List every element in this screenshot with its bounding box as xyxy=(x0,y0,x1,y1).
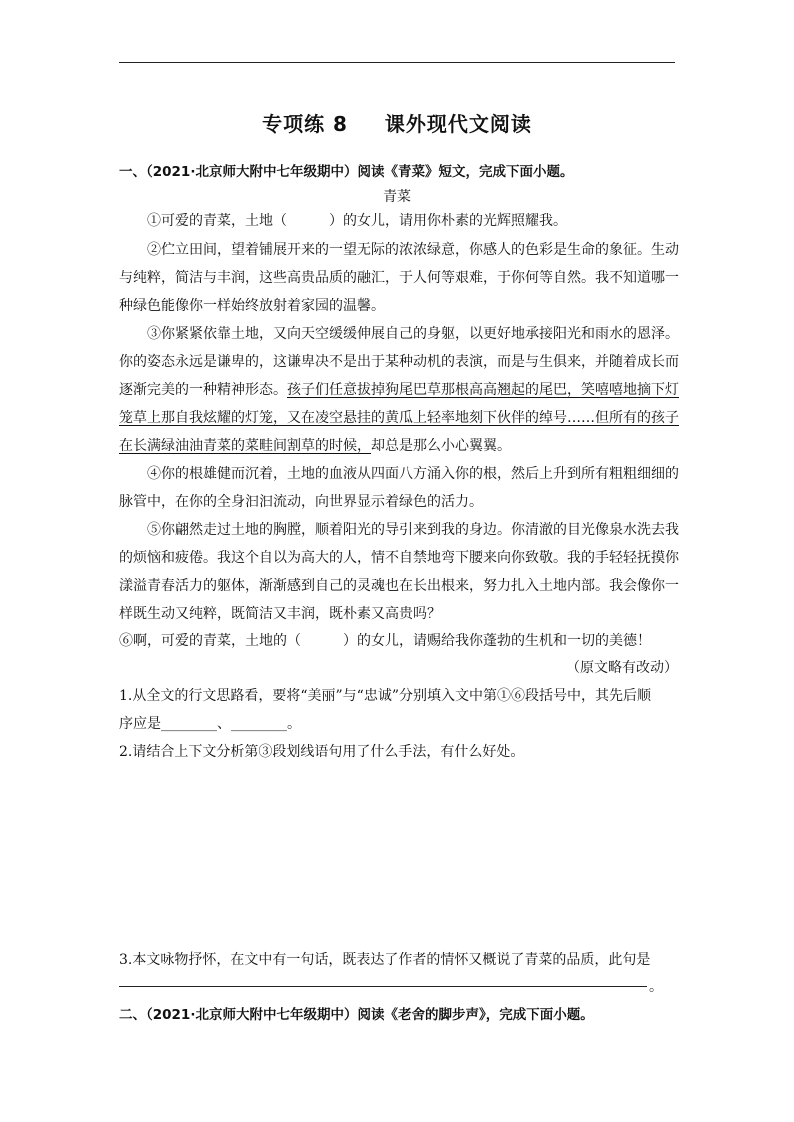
paragraph-3-line: ③你紧紧依靠土地，又向天空缓缓伸展自己的身躯，以更好地承接阳光和雨水的恩泽。 xyxy=(147,326,679,342)
paragraph-5-line: 漾溢青春活力的躯体，渐渐感到自己的灵魂也在长出根来，努力扎入土地内部。我会像你一 xyxy=(119,578,679,594)
passage-title: 青菜 xyxy=(383,189,411,205)
paragraph-4-line: 脉管中，在你的全身汩汩流动，向世界显示着绿色的活力。 xyxy=(119,494,483,510)
paragraph-3-line xyxy=(119,381,679,399)
page-title: 专项练 8 课外现代文阅读 xyxy=(262,112,532,136)
question-1-answer-blanks: 序应是________、________。 xyxy=(119,716,301,732)
header-rule xyxy=(119,62,675,63)
source-note: （原文略有改动） xyxy=(566,660,678,676)
paragraph-5-line: 样既生动又纯粹，既简洁又丰润，既朴素又高贵吗？ xyxy=(119,606,441,622)
paragraph-2-line: ②伫立田间，望着铺展开来的一望无际的浓浓绿意，你感人的色彩是生命的象征。生动 xyxy=(147,242,679,258)
paragraph-3-line xyxy=(119,437,511,455)
paragraph-6: ⑥啊，可爱的青菜，土地的（ ）的女儿，请赐给我你蓬勃的生机和一切的美德！ xyxy=(119,633,651,649)
section-2-heading: 二、（2021·北京师大附中七年级期中）阅读《老舍的脚步声》，完成下面小题。 xyxy=(119,1007,594,1023)
underlined-sentence: 在长满绿油油青菜的菜畦间割草的时候， xyxy=(119,438,371,454)
paragraph-3-line: 你的姿态永远是谦卑的，这谦卑决不是出于某种动机的表演，而是与生俱来，并随着成长而 xyxy=(119,354,679,370)
paragraph-5-line: ⑤你翩然走过土地的胸膛，顺着阳光的导引来到我的身边。你清澈的目光像泉水洗去我 xyxy=(147,522,679,538)
paragraph-5-line: 的烦恼和疲倦。我这个自以为高大的人，情不自禁地弯下腰来向你致敬。我的手轻轻抚摸你 xyxy=(119,550,679,566)
underlined-sentence: 孩子们任意拔掉狗尾巴草那根高高翘起的尾巴，笑嘻嘻地摘下灯 xyxy=(287,382,679,398)
paragraph-4-line: ④你的根雄健而沉着，土地的血液从四面八方涌入你的根，然后上升到所有粗粗细细的 xyxy=(147,466,679,482)
underlined-sentence: 笼草上那自我炫耀的灯笼，又在凌空悬挂的黄瓜上轻率地刻下伙伴的绰号……但所有的孩子 xyxy=(119,410,679,426)
section-1-heading: 一、（2021·北京师大附中七年级期中）阅读《青菜》短文，完成下面小题。 xyxy=(119,164,574,180)
question-3: 3.本文咏物抒怀，在文中有一句话，既表达了作者的情怀又概说了青菜的品质，此句是 xyxy=(119,952,651,968)
plain-text: 逐渐完美的一种精神形态。 xyxy=(119,382,287,398)
question-2: 2.请结合上下文分析第③段划线语句用了什么手法，有什么好处。 xyxy=(119,744,525,760)
answer-line xyxy=(119,986,647,987)
paragraph-1: ①可爱的青菜，土地（ ）的女儿，请用你朴素的光辉照耀我。 xyxy=(147,213,567,229)
paragraph-2-line: 与纯粹，简洁与丰润，这些高贵品质的融汇，于人何等艰难，于你何等自然。我不知道哪一 xyxy=(119,270,679,286)
answer-line-end: 。 xyxy=(649,979,663,995)
plain-text: 却总是那么小心翼翼。 xyxy=(371,438,511,454)
paragraph-2-line: 种绿色能像你一样始终放射着家园的温馨。 xyxy=(119,298,385,314)
question-1: 1.从全文的行文思路看，要将“美丽”与“忠诚”分别填入文中第①⑥段括号中，其先后顺 xyxy=(119,688,651,704)
